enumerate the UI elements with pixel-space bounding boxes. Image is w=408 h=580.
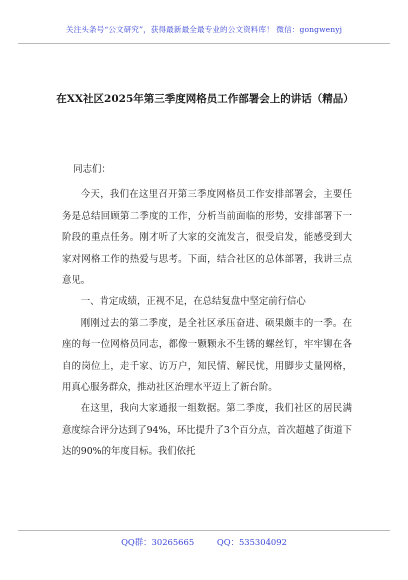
paragraph-data: 在这里，我向大家通报一组数据。第二季度，我们社区的居民满意度综合评分达到了94%，环比提升了3个百分点，首次超越了街道下达的90%的年度目标。我们依托 [62, 403, 352, 458]
footer-qq: QQ：535304092 [216, 537, 287, 547]
header-divider [18, 43, 390, 44]
header-promo-note: 关注头条号“公文研究”，获得最新最全最专业的公文资料库！ 微信：gongwenyj [65, 25, 343, 34]
footer-contact [0, 536, 408, 548]
paragraph-review: 刚刚过去的第二季度，是全社区承压奋进、硕果颇丰的一季。在座的每一位网格员同志，都像一颗颗永不生锈的螺丝钉，牢牢铆在各自的岗位上，走千家、访万户，知民情、解民忧，用脚步丈量网格，用真心服务群众，推动社区治理水平迈上了新台阶。 [62, 317, 352, 394]
section-heading-1: 一、肯定成绩，正视不足，在总结复盘中坚定前行信心 [80, 296, 306, 308]
salutation: 同志们： [73, 164, 111, 175]
footer-qq-group: QQ群：30265665 [121, 537, 195, 547]
paragraph-intro: 今天，我们在这里召开第三季度网格员工作安排部署会，主要任务是总结回顾第二季度的工作，分析当前面临的形势，安排部署下一阶段的重点任务。刚才听了大家的交流发言，很受启发，能感受到大家对网格工作的热爱与思考。下面，结合社区的总体部署，我讲三点意见。 [62, 189, 352, 287]
document-title: 在XX社区2025年第三季度网格员工作部署会上的讲话（精品） [56, 93, 354, 105]
footer-divider [18, 530, 390, 531]
document-body [62, 159, 352, 463]
